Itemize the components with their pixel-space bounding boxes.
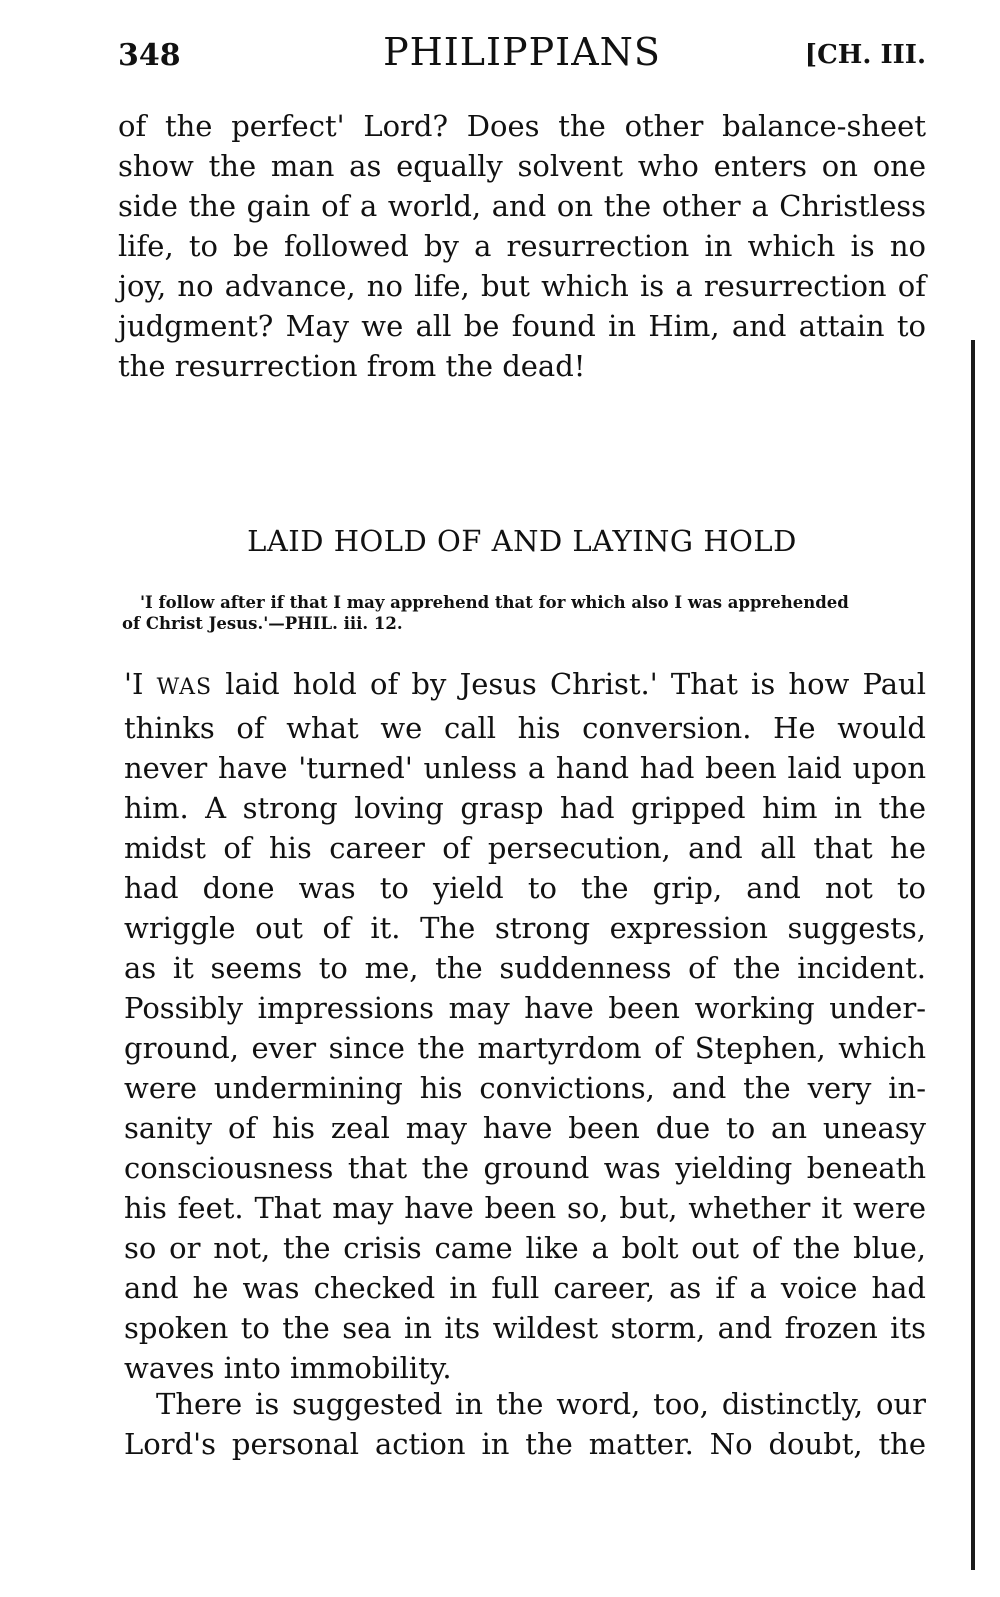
text-line: Lord's personal action in the matter. No doubt, the — [124, 1427, 926, 1461]
previous-paragraph — [118, 106, 926, 386]
opening-rest: laid hold of by Jesus Christ.' That is how Paul — [212, 667, 926, 701]
section-title: LAID HOLD OF AND LAYING HOLD — [247, 524, 797, 558]
text-line: as it seems to me, the suddenness of the incident. — [124, 951, 926, 985]
text-line — [124, 664, 926, 708]
running-head — [118, 30, 926, 80]
text-line: judgment? May we all be found in Him, and attain to — [118, 309, 926, 343]
text-line: and he was checked in full career, as if a voice had — [124, 1271, 926, 1305]
text-line: ground, ever since the martyrdom of Stephen, which — [124, 1031, 926, 1065]
text-line: Possibly impressions may have been working under- — [124, 991, 926, 1025]
text-line: life, to be followed by a resurrection in which is no — [118, 229, 926, 263]
text-line: spoken to the sea in its wildest storm, and frozen its — [124, 1311, 926, 1345]
text-line: so or not, the crisis came like a bolt out of the blue, — [124, 1231, 926, 1265]
page-number: 348 — [118, 38, 181, 73]
text-line: There is suggested in the word, too, distinctly, our — [156, 1387, 926, 1421]
opening-smallcaps: WAS — [156, 675, 213, 700]
epigraph-line: 'I follow after if that I may apprehend that for which also I was apprehended — [140, 593, 849, 612]
epigraph-line: of Christ Jesus.'—PHIL. iii. 12. — [122, 614, 403, 633]
text-line: had done was to yield to the grip, and not to — [124, 871, 926, 905]
page-edge-rule — [971, 340, 975, 1570]
chapter-reference: [CH. III. — [804, 40, 926, 70]
text-line: thinks of what we call his conversion. He would — [124, 711, 926, 745]
body-paragraph-1 — [124, 664, 926, 1388]
text-line: of the perfect' Lord? Does the other balance-sheet — [118, 109, 926, 143]
body-paragraph-2 — [124, 1384, 926, 1464]
text-line: were undermining his convictions, and the very in- — [124, 1071, 926, 1105]
text-line: waves into immobility. — [124, 1351, 452, 1385]
text-line: consciousness that the ground was yielding beneath — [124, 1151, 926, 1185]
opening-quote: 'I — [124, 667, 157, 701]
text-line: his feet. That may have been so, but, whether it were — [124, 1191, 926, 1225]
text-line: joy, no advance, no life, but which is a resurrection of — [118, 269, 926, 303]
text-line: show the man as equally solvent who enters on one — [118, 149, 926, 183]
text-line: the resurrection from the dead! — [118, 349, 586, 383]
text-line: never have 'turned' unless a hand had been laid upon — [124, 751, 926, 785]
book-title: PHILIPPIANS — [383, 30, 661, 74]
text-line: side the gain of a world, and on the other a Christless — [118, 189, 926, 223]
epigraph — [122, 592, 924, 634]
text-line: midst of his career of persecution, and all that he — [124, 831, 926, 865]
text-line: wriggle out of it. The strong expression suggests, — [124, 911, 926, 945]
text-line: him. A strong loving grasp had gripped him in the — [124, 791, 926, 825]
text-line: sanity of his zeal may have been due to an uneasy — [124, 1111, 926, 1145]
